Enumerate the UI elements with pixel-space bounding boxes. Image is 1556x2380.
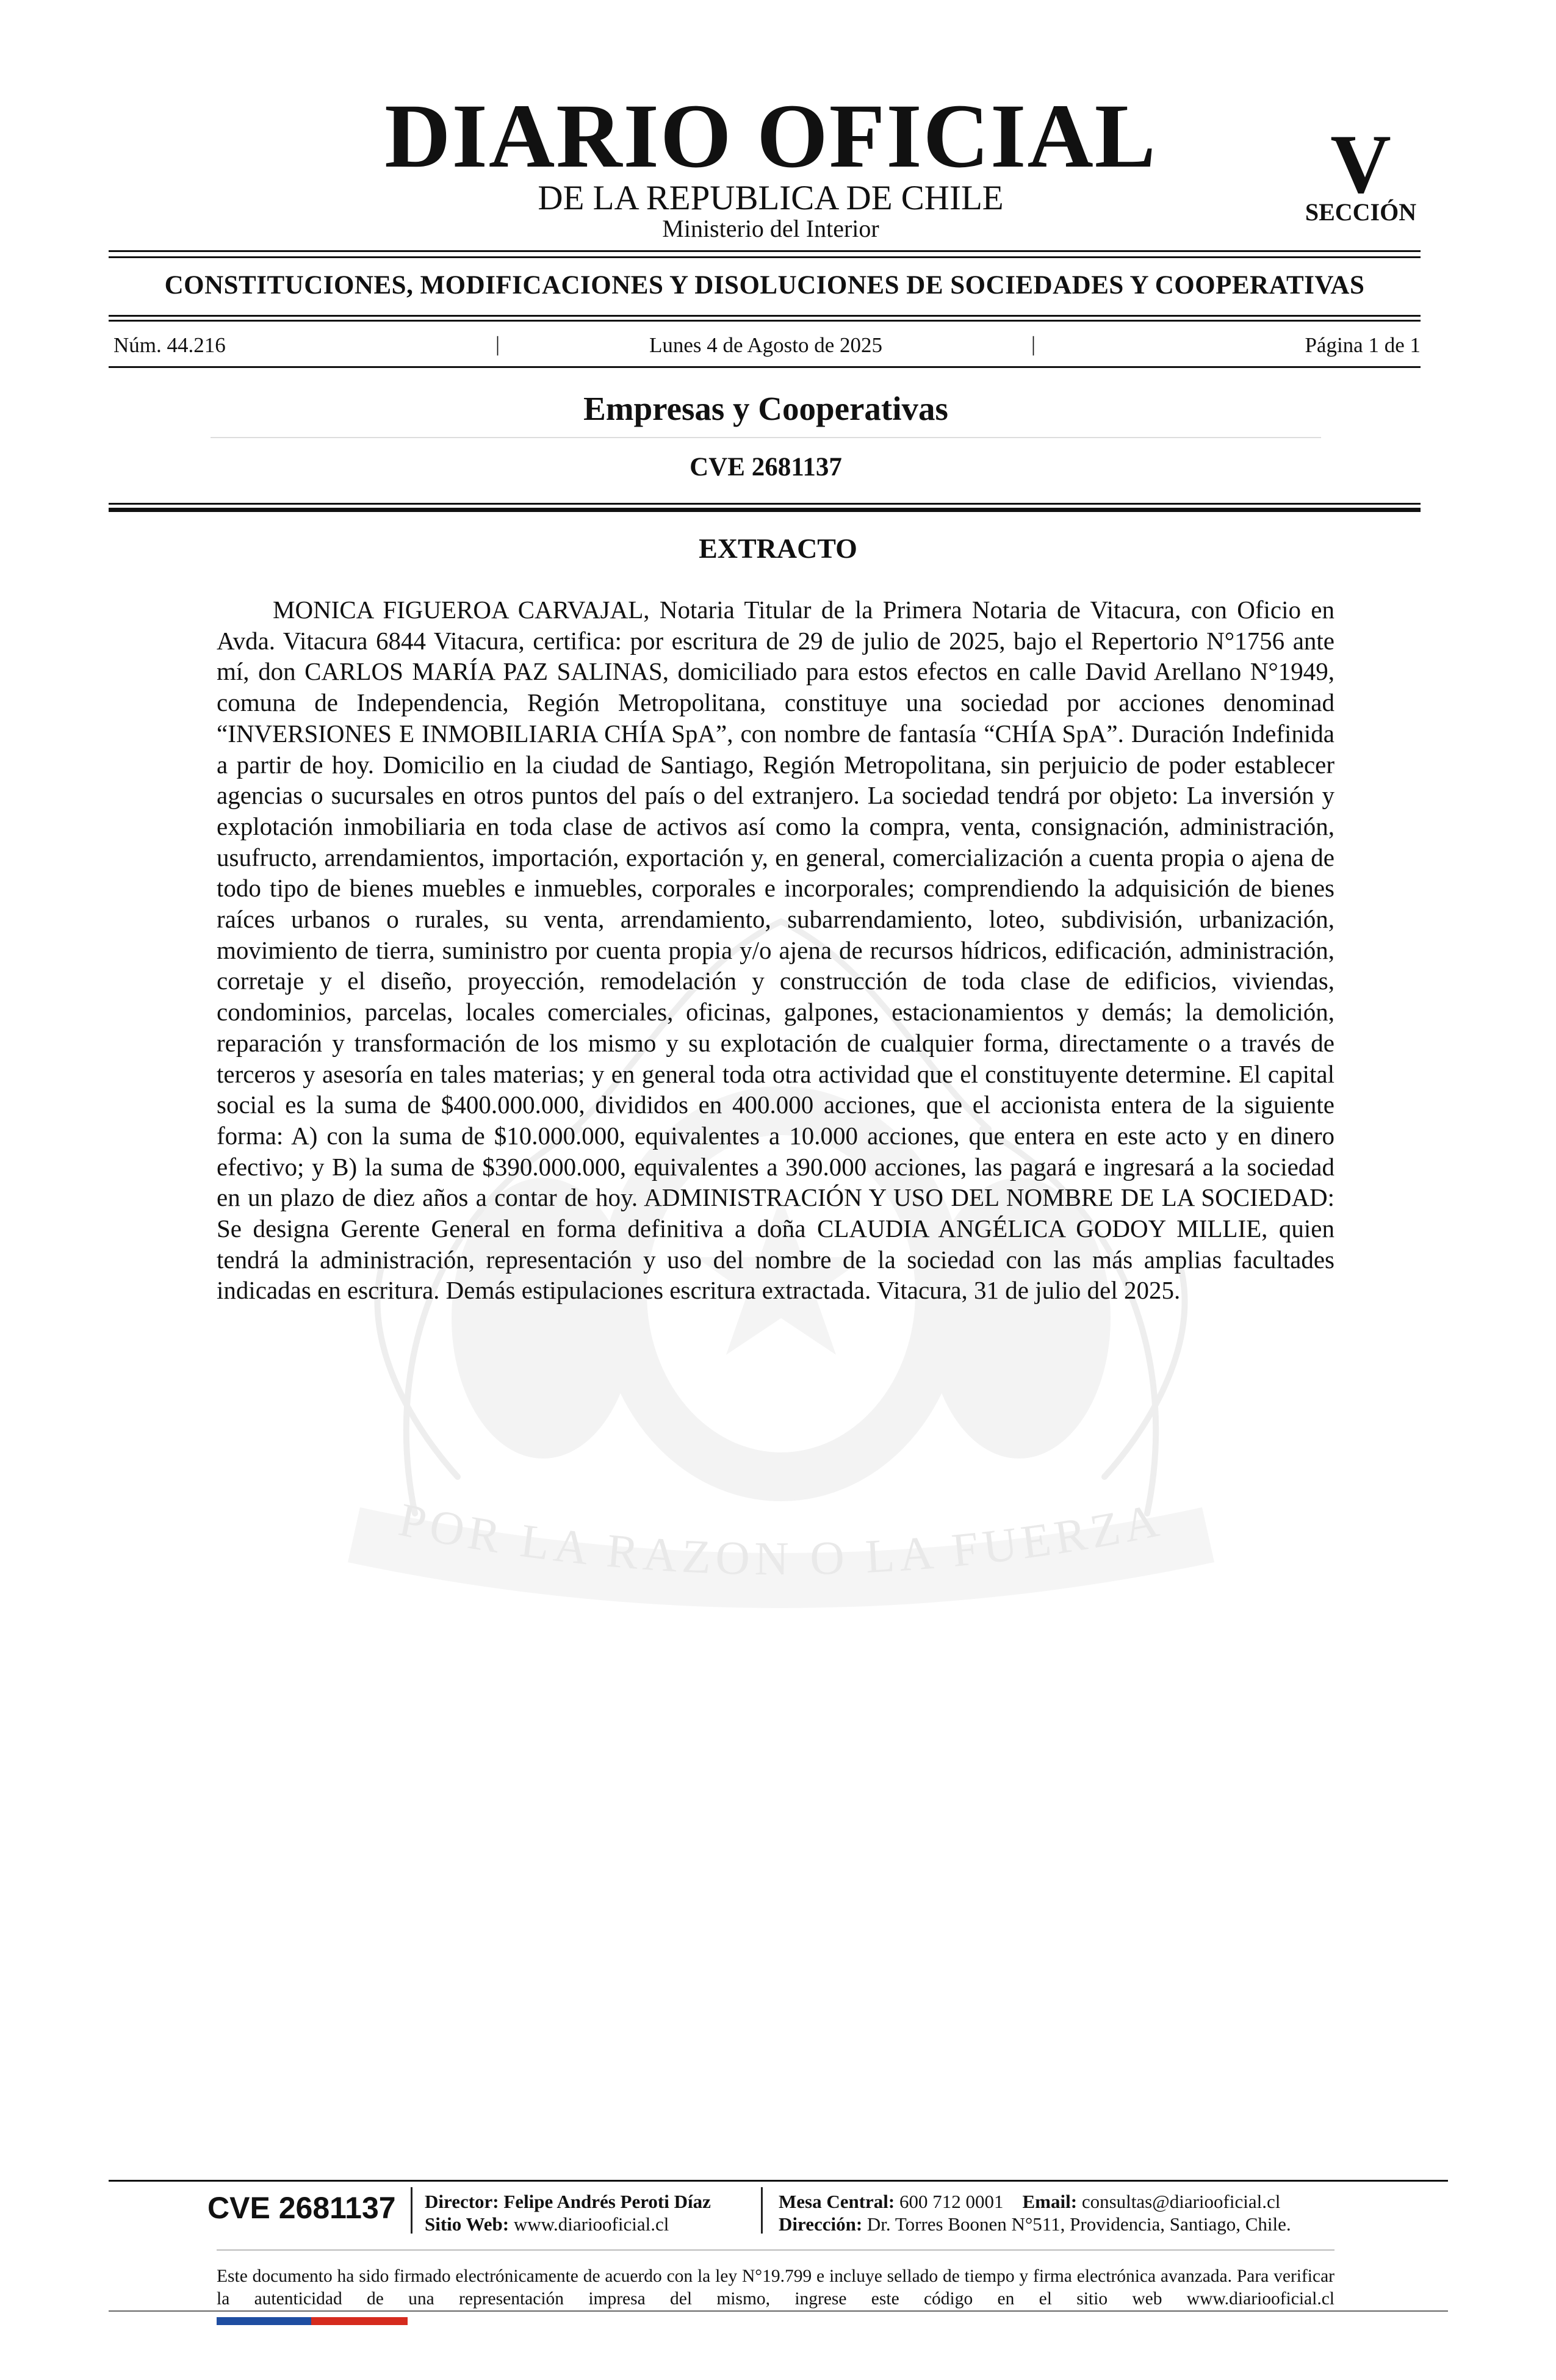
flag-stripe-red <box>311 2317 408 2325</box>
footer-contact <box>779 2190 1280 2213</box>
footer-site-link[interactable]: www.diariooficial.cl <box>513 2213 669 2235</box>
footer-legal-notice: Este documento ha sido firmado electrónicamente de acuerdo con la ley N°19.799 e incluye sellado de tiempo y firma electrónica avanzada. Para verificar la autenticidad de una representación impresa del mismo, ingrese este código en el sitio web www.diariooficial.cl <box>217 2266 1334 2309</box>
divider <box>109 256 1421 258</box>
divider <box>109 250 1421 252</box>
section-label: SECCIÓN <box>1305 198 1417 226</box>
section-heading: Empresas y Cooperativas <box>583 390 948 427</box>
divider <box>109 508 1421 512</box>
footer-address-value: Dr. Torres Boonen N°511, Providencia, Santiago, Chile. <box>866 2213 1291 2235</box>
cve-code: CVE 2681137 <box>690 453 842 481</box>
flag-stripe-blue <box>217 2317 311 2325</box>
footer-divider <box>109 2310 1448 2312</box>
footer-separator <box>761 2187 763 2234</box>
footer-address-label: Dirección: <box>779 2213 863 2235</box>
page-number: Página 1 de 1 <box>1305 333 1421 357</box>
footer-site-label: Sitio Web: <box>425 2213 510 2235</box>
footer-cve-code: CVE 2681137 <box>207 2191 396 2225</box>
masthead-ministry: Ministerio del Interior <box>662 215 879 242</box>
footer-site <box>425 2213 669 2235</box>
category-title: CONSTITUCIONES, MODIFICACIONES Y DISOLUCIONES DE SOCIEDADES Y COOPERATIVAS <box>164 271 1365 300</box>
footer-director-label: Director: <box>425 2191 499 2212</box>
issue-number: Núm. 44.216 <box>113 333 226 357</box>
divider <box>109 366 1421 368</box>
extracto-title: EXTRACTO <box>699 533 857 564</box>
watermark-motto: POR LA RAZON O LA FUERZA <box>394 1492 1168 1585</box>
footer-mesa-value: 600 712 0001 <box>899 2191 1004 2212</box>
masthead-subtitle: DE LA REPUBLICA DE CHILE <box>538 179 1004 217</box>
divider <box>109 320 1421 322</box>
footer-email-link[interactable]: consultas@diariooficial.cl <box>1081 2191 1281 2212</box>
footer-divider <box>109 2180 1448 2182</box>
issue-date: Lunes 4 de Agosto de 2025 <box>649 333 883 357</box>
footer-mesa-label: Mesa Central: <box>779 2191 895 2212</box>
divider <box>109 315 1421 317</box>
section-letter: V <box>1330 117 1391 211</box>
divider <box>109 503 1421 505</box>
footer-address <box>779 2213 1291 2235</box>
footer-separator <box>411 2187 412 2234</box>
divider <box>211 437 1321 438</box>
footer-director <box>425 2190 711 2213</box>
issue-separator: | <box>1031 332 1036 356</box>
masthead-title: DIARIO OFICIAL <box>384 85 1157 187</box>
issue-separator: | <box>495 332 500 356</box>
footer-divider <box>217 2249 1334 2251</box>
footer-email-label: Email: <box>1022 2191 1078 2212</box>
footer-director-value: Felipe Andrés Peroti Díaz <box>503 2191 711 2212</box>
extracto-body: MONICA FIGUEROA CARVAJAL, Notaria Titular de la Primera Notaria de Vitacura, con Oficio en Avda. Vitacura 6844 Vitacura, certifica: por escritura de 29 de julio de 2025, bajo el Repertorio N°1756 ante mí, don CARLOS MARÍA PAZ SALINAS, domiciliado para estos efectos en calle David Arellano N°1949, comuna de Independencia, Región Metropolitana, constituye una sociedad por acciones denominad “INVERSIONES E INMOBILIARIA CHÍA SpA”, con nombre de fantasía “CHÍA SpA”. Duración Indefinida a partir de hoy. Domicilio en la ciudad de Santiago, Región Metropolitana, sin perjuicio de poder establecer agencias o sucursales en otros puntos del país o del extranjero. La sociedad tendrá por objeto: La inversión y explotación inmobiliaria en toda clase de activos así como la compra, venta, consignación, administración, usufructo, arrendamientos, importación, exportación y, en general, comercialización a cuenta propia o ajena de todo tipo de bienes muebles e inmuebles, corporales e incorporales; comprendiendo la adquisición de bienes raíces urbanos o rurales, su venta, arrendamiento, subarrendamiento, loteo, subdivisión, urbanización, movimiento de tierra, suministro por cuenta propia y/o ajena de recursos hídricos, edificación, administración, corretaje y el diseño, proyección, remodelación y construcción de toda clase de edificios, viviendas, condominios, parcelas, locales comerciales, oficinas, galpones, estacionamientos y demás; la demolición, reparación y transformación de los mismo y su explotación de cualquier forma, directamente o a través de terceros y asesoría en tales materias; y en general toda otra actividad que el constituyente determine. El capital social es la suma de $400.000.000, divididos en 400.000 acciones, que el accionista entera de la siguiente forma: A) con la suma de $10.000.000, equivalentes a 10.000 acciones, que entera en este acto y en dinero efectivo; y B) la suma de $390.000.000, equivalentes a 390.000 acciones, las pagará e ingresará a la sociedad en un plazo de diez años a contar de hoy. ADMINISTRACIÓN Y USO DEL NOMBRE DE LA SOCIEDAD: Se designa Gerente General en forma definitiva a doña CLAUDIA ANGÉLICA GODOY MILLIE, quien tendrá la administración, representación y uso del nombre de la sociedad con las más amplias facultades indicadas en escritura. Demás estipulaciones escritura extractada. Vitacura, 31 de julio del 2025. <box>217 596 1334 1305</box>
